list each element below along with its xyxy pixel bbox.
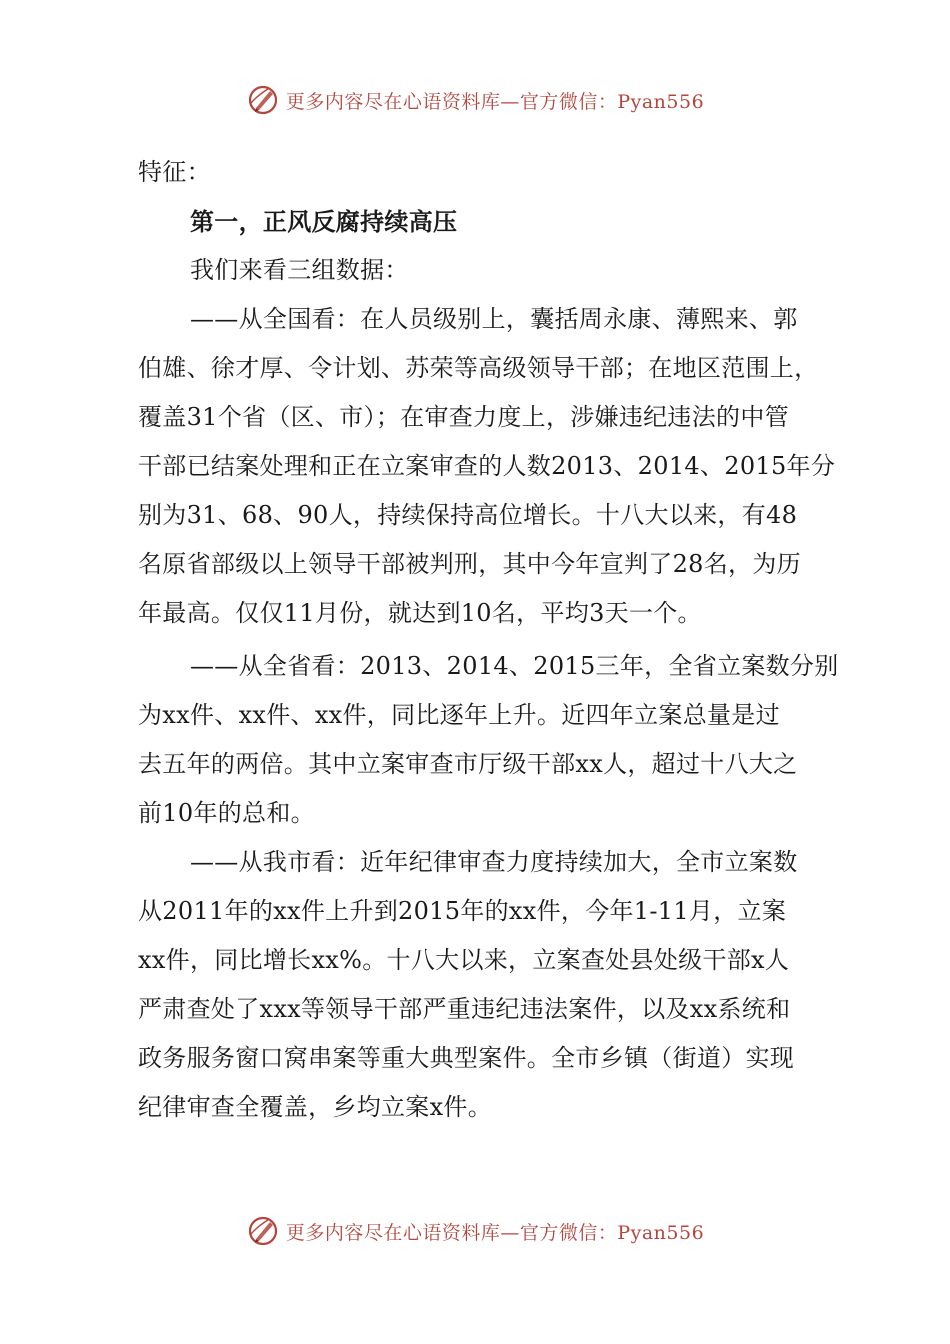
- paragraph-line: 伯雄、徐才厚、令计划、苏荣等高级领导干部；在地区范围上，: [138, 354, 819, 382]
- paragraph-line: 从2011年的xx件上升到2015年的xx件，今年1-11月，立案: [138, 897, 787, 925]
- paragraph-line: 干部已结案处理和正在立案审查的人数2013、2014、2015年分: [138, 452, 836, 480]
- paragraph-line: xx件，同比增长xx%。十八大以来，立案查处县处级干部x人: [138, 946, 790, 974]
- paragraph-line: 纪律审查全覆盖，乡均立案x件。: [138, 1093, 493, 1121]
- paragraph-line: 严肃查处了xxx等领导干部严重违纪违法案件，以及xx系统和: [138, 995, 791, 1023]
- paragraph-line: ——从全省看：2013、2014、2015三年，全省立案数分别: [190, 652, 839, 680]
- paragraph-line: 名原省部级以上领导干部被判刑，其中今年宣判了28名，为历: [138, 550, 801, 578]
- paragraph-line: 去五年的两倍。其中立案审查市厅级干部xx人，超过十八大之: [138, 750, 798, 778]
- pen-logo-icon: [246, 83, 280, 117]
- document-body: [138, 148, 838, 1132]
- header-banner: [0, 82, 950, 118]
- paragraph-line: 特征：: [138, 158, 211, 186]
- paragraph-line: 覆盖31个省（区、市）；在审查力度上，涉嫌违纪违法的中管: [138, 403, 789, 431]
- pen-logo-icon: [246, 1214, 280, 1248]
- footer-banner-text: 更多内容尽在心语资料库—官方微信：Pyan556: [285, 1221, 705, 1244]
- paragraph-line: ——从全国看：在人员级别上，囊括周永康、薄熙来、郭: [190, 305, 798, 333]
- paragraph-line: 别为31、68、90人，持续保持高位增长。十八大以来，有48: [138, 501, 798, 529]
- header-banner-text: 更多内容尽在心语资料库—官方微信：Pyan556: [285, 90, 705, 113]
- paragraph-line: 前10年的总和。: [138, 799, 315, 827]
- paragraph-line: 我们来看三组数据：: [190, 256, 409, 284]
- footer-banner: [0, 1213, 950, 1249]
- paragraph-line: 年最高。仅仅11月份，就达到10名，平均3天一个。: [138, 599, 702, 627]
- paragraph-line: 为xx件、xx件、xx件，同比逐年上升。近四年立案总量是过: [138, 701, 780, 729]
- paragraph-line: ——从我市看：近年纪律审查力度持续加大，全市立案数: [190, 848, 798, 876]
- section-heading: 第一，正风反腐持续高压: [190, 207, 458, 236]
- paragraph-line: 政务服务窗口窝串案等重大典型案件。全市乡镇（街道）实现: [138, 1044, 795, 1072]
